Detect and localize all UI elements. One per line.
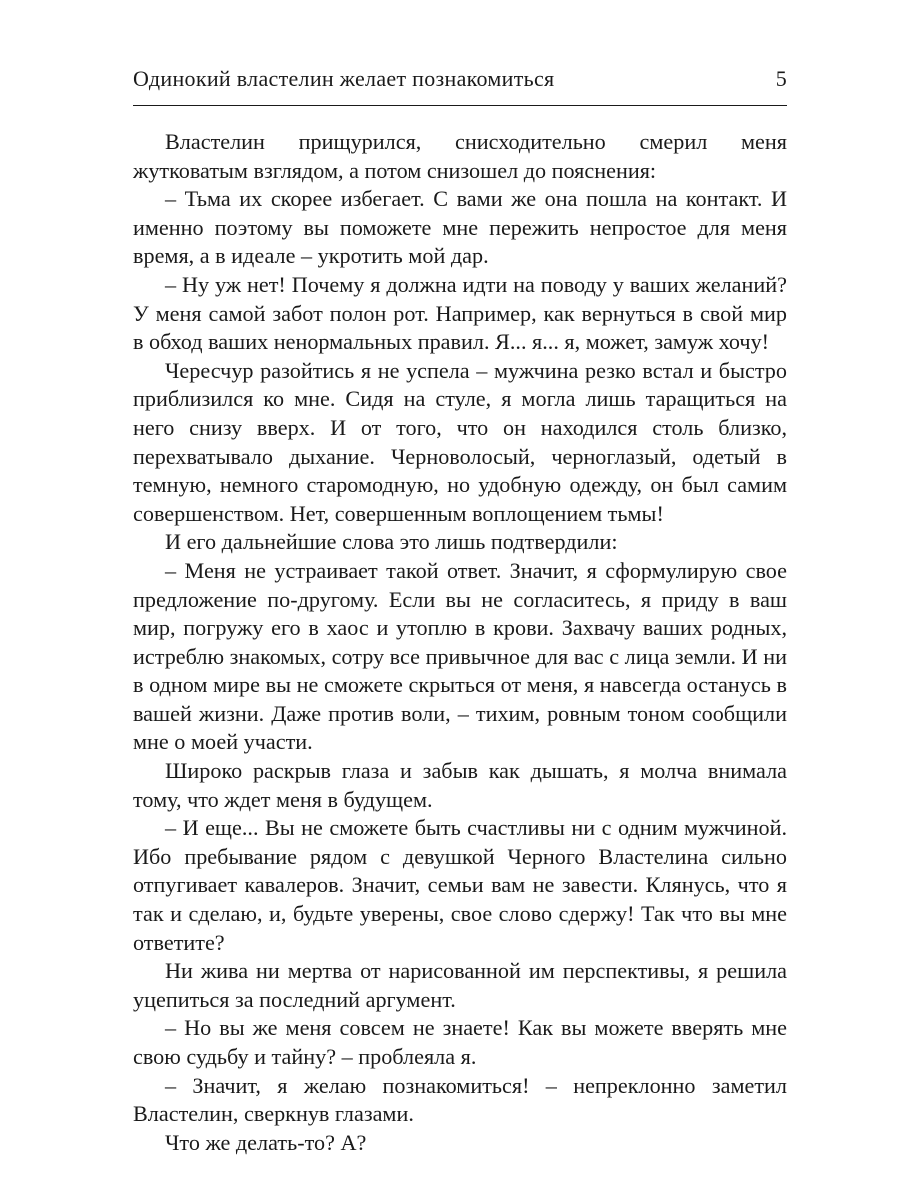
paragraph: Властелин прищурился, снисходительно смерил меня жутковатым взглядом, а потом снизошел до пояснения: — [133, 129, 787, 183]
paragraph: – Значит, я желаю познакомиться! – непреклонно заметил Властелин, сверкнув глазами. — [133, 1072, 787, 1127]
paragraph: Ни жива ни мертва от нарисованной им перспективы, я решила уцепиться за последний аргумент. — [133, 958, 787, 1012]
paragraph: – И еще... Вы не сможете быть счастливы ни с одним мужчиной. Ибо пребывание рядом с девушкой Черного Властелина сильно отпугивает кавалеров. Значит, семьи вам не завести. Клянусь, что я так и сделаю, и, будьте уверены, свое слово сдержу! Так что вы мне ответите? — [133, 815, 787, 955]
paragraph: – Тьма их скорее избегает. С вами же она пошла на контакт. И именно поэтому вы поможете мне пережить непростое для меня время, а в идеале – укротить мой дар. — [133, 186, 787, 269]
paragraph: – Но вы же меня совсем не знаете! Как вы можете вверять мне свою судьбу и тайну? – проблеяла я. — [133, 1015, 787, 1069]
paragraph: – Меня не устраивает такой ответ. Значит, я сформулирую свое предложение по-другому. Если вы не согласитесь, я приду в ваш мир, погружу его в хаос и утоплю в крови. Захвачу ваших родных, истреблю знакомых, сотру все привычное для вас с лица земли. И ни в одном мире вы не сможете скрыться от меня, я навсегда останусь в вашей жизни. Даже против воли, – тихим, ровным тоном сообщили мне о моей участи. — [133, 557, 787, 755]
body-text — [133, 128, 787, 1157]
paragraph: Что же делать-то? А? — [165, 1129, 367, 1155]
header-rule — [133, 105, 787, 106]
running-header — [133, 66, 787, 100]
running-title: Одинокий властелин желает познакомиться — [133, 66, 555, 91]
paragraph: Чересчур разойтись я не успела – мужчина резко встал и быстро приблизился ко мне. Сидя на стуле, я могла лишь таращиться на него снизу вверх. И от того, что он находился столь близко, перехватывало дыхание. Черноволосый, черноглазый, одетый в темную, немного старомодную, но удобную одежду, он был самим совершенством. Нет, совершенным воплощением тьмы! — [133, 357, 787, 526]
paragraph: Широко раскрыв глаза и забыв как дышать, я молча внимала тому, что ждет меня в будущем. — [133, 758, 787, 812]
paragraph: И его дальнейшие слова это лишь подтвердили: — [165, 529, 618, 555]
paragraph: – Ну уж нет! Почему я должна идти на поводу у ваших желаний? У меня самой забот полон рот. Например, как вернуться в свой мир в обход ваших ненормальных правил. Я... я... я, может, замуж хочу! — [133, 271, 787, 355]
page-number: 5 — [775, 66, 787, 91]
